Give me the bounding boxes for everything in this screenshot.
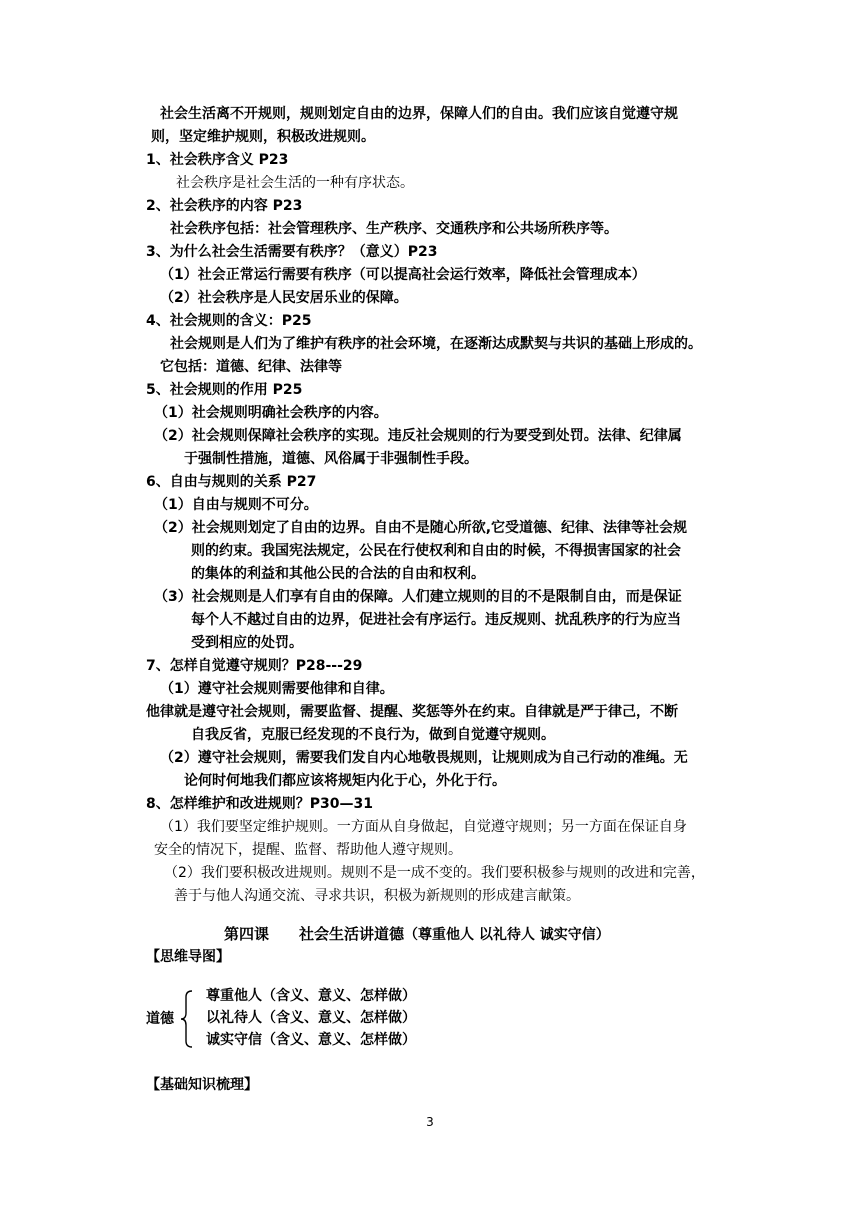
section-heading-2: 2、社会秩序的内容 P23 [146, 198, 303, 214]
intro-line-2: 则，坚定维护规则，积极改进规则。 [151, 129, 375, 145]
mindmap-root: 道德 [146, 1011, 174, 1027]
body-line: （3）社会规则是人们享有自由的保障。人们建立规则的目的不是限制自由，而是保证 [154, 589, 682, 605]
body-line: 社会秩序包括：社会管理秩序、生产秩序、交通秩序和公共场所秩序等。 [170, 221, 618, 237]
body-line: 论何时何地我们都应该将规矩内化于心，外化于行。 [184, 773, 506, 789]
mindmap-brace [180, 990, 194, 1048]
section-heading-8: 8、怎样维护和改进规则？P30—31 [146, 796, 373, 812]
body-line: 则的约束。我国宪法规定，公民在行使权利和自由的时候，不得损害国家的社会 [191, 543, 681, 559]
lesson-title [224, 924, 610, 945]
body-line: （2）社会秩序是人民安居乐业的保障。 [160, 290, 408, 306]
section-heading-6: 6、自由与规则的关系 P27 [146, 474, 317, 490]
mindmap-heading: 【思维导图】 [146, 949, 230, 965]
section-heading-1: 1、社会秩序含义 P23 [146, 152, 289, 168]
lesson-title-main: 第四课 社会生活讲道德 [224, 925, 405, 943]
body-line: 社会规则是人们为了维护有秩序的社会环境，在逐渐达成默契与共识的基础上形成的。 [170, 336, 702, 352]
body-line: 的集体的利益和其他公民的合法的自由和权利。 [191, 566, 485, 582]
section-heading-4: 4、社会规则的含义：P25 [146, 313, 312, 329]
body-line: （1）自由与规则不可分。 [154, 497, 318, 513]
body-line: （2）我们要积极改进规则。规则不是一成不变的。我们要积极参与规则的改进和完善， [164, 865, 705, 881]
body-line: 自我反省，克服已经发现的不良行为，做到自觉遵守规则。 [191, 727, 555, 743]
mindmap-item-3: 诚实守信（含义、意义、怎样做） [206, 1032, 416, 1048]
mindmap-item-2: 以礼待人（含义、意义、怎样做） [206, 1010, 416, 1026]
body-line: （2）社会规则保障社会秩序的实现。违反社会规则的行为要受到处罚。法律、纪律属 [154, 428, 682, 444]
body-line: 受到相应的处罚。 [191, 635, 303, 651]
basics-heading: 【基础知识梳理】 [146, 1077, 258, 1093]
body-line: 安全的情况下，提醒、监督、帮助他人遵守规则。 [154, 842, 462, 858]
body-line: 每个人不越过自由的边界，促进社会有序运行。违反规则、扰乱秩序的行为应当 [191, 612, 681, 628]
body-line: （1）我们要坚定维护规则。一方面从自身做起，自觉遵守规则；另一方面在保证自身 [160, 819, 687, 835]
mindmap-item-1: 尊重他人（含义、意义、怎样做） [206, 988, 416, 1004]
body-line: （2）社会规则划定了自由的边界。自由不是随心所欲,它受道德、纪律、法律等社会规 [154, 520, 688, 536]
lesson-title-sub: （尊重他人 以礼待人 诚实守信） [404, 927, 610, 943]
body-line: 它包括：道德、纪律、法律等 [160, 359, 342, 375]
body-line: （2）遵守社会规则，需要我们发自内心地敬畏规则，让规则成为自己行动的准绳。无 [160, 750, 688, 766]
intro-line-1: 社会生活离不开规则，规则划定自由的边界，保障人们的自由。我们应该自觉遵守规 [160, 106, 678, 122]
body-line: （1）遵守社会规则需要他律和自律。 [160, 681, 394, 697]
section-heading-3: 3、为什么社会生活需要有秩序？（意义）P23 [146, 244, 438, 260]
page-number: 3 [426, 1115, 434, 1129]
section-heading-5: 5、社会规则的作用 P25 [146, 382, 303, 398]
body-line: 他律就是遵守社会规则，需要监督、提醒、奖惩等外在约束。自律就是严于律己，不断 [146, 704, 678, 720]
section-heading-7: 7、怎样自觉遵守规则？P28---29 [146, 658, 363, 674]
body-line: 于强制性措施，道德、风俗属于非强制性手段。 [184, 451, 478, 467]
body-line: 社会秩序是社会生活的一种有序状态。 [176, 175, 414, 191]
body-line: （1）社会正常运行需要有秩序（可以提高社会运行效率，降低社会管理成本） [160, 267, 646, 283]
body-line: （1）社会规则明确社会秩序的内容。 [154, 405, 388, 421]
body-line: 善于与他人沟通交流、寻求共识，积极为新规则的形成建言献策。 [174, 888, 580, 904]
